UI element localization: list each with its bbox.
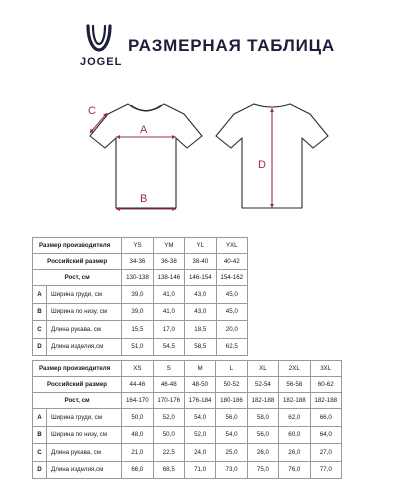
table-row (33, 286, 248, 304)
table-cell: 45,0 (216, 303, 247, 321)
table-row (33, 238, 248, 254)
size-table-adults (32, 360, 342, 479)
table-cell: 43,0 (185, 303, 216, 321)
table-cell: 26,0 (279, 444, 310, 462)
table-cell: 54,0 (184, 409, 215, 427)
table-cell: 75,0 (247, 461, 278, 479)
table-cell: 22,5 (153, 444, 184, 462)
table-cell: 182-188 (279, 393, 310, 409)
table-cell: 48,0 (122, 426, 153, 444)
ru-size-label: Российский размер (33, 377, 122, 393)
jogel-logo-icon (84, 24, 114, 52)
table-cell: 51,0 (122, 338, 153, 356)
size-cell: L (216, 361, 247, 377)
table-cell: 52,0 (184, 426, 215, 444)
height-label: Рост, см (33, 270, 122, 286)
table-cell: 154-162 (216, 270, 247, 286)
table-row (33, 377, 342, 393)
size-cell: XL (247, 361, 278, 377)
table-cell: 39,0 (122, 286, 153, 304)
size-cell: YS (122, 238, 153, 254)
table-cell: 52,0 (153, 409, 184, 427)
table-cell: 56,0 (247, 426, 278, 444)
row-letter: A (33, 286, 47, 304)
height-label: Рост, см (33, 393, 122, 409)
table-cell: 56-58 (279, 377, 310, 393)
header-cell: Размер производителя (33, 361, 122, 377)
row-letter: D (33, 461, 47, 479)
table-cell: 66,0 (310, 409, 342, 427)
label-c: C (88, 105, 96, 117)
table-row (33, 361, 342, 377)
page-title: РАЗМЕРНАЯ ТАБЛИЦА (128, 36, 335, 55)
table-cell: 58,0 (247, 409, 278, 427)
table-row (33, 461, 342, 479)
row-label: Длина изделия,см (47, 338, 122, 356)
table-cell: 25,0 (216, 444, 247, 462)
table-cell: 62,0 (279, 409, 310, 427)
row-letter: C (33, 321, 47, 339)
table-cell: 20,0 (216, 321, 247, 339)
row-label: Длина рукава, см (47, 444, 122, 462)
table-cell: 43,0 (185, 286, 216, 304)
size-cell: S (153, 361, 184, 377)
table-cell: 60,0 (279, 426, 310, 444)
table-cell: 50-52 (216, 377, 247, 393)
table-cell: 44-46 (122, 377, 153, 393)
table-cell: 39,0 (122, 303, 153, 321)
table-cell: 50,0 (122, 409, 153, 427)
table-cell: 34-36 (122, 254, 153, 270)
row-letter: C (33, 444, 47, 462)
table-cell: 76,0 (279, 461, 310, 479)
table-cell: 71,0 (184, 461, 215, 479)
size-cell: YXL (216, 238, 247, 254)
table-cell: 38-40 (185, 254, 216, 270)
row-letter: A (33, 409, 47, 427)
size-cell: YM (153, 238, 184, 254)
header (0, 0, 416, 90)
row-letter: B (33, 303, 47, 321)
table-cell: 50,0 (153, 426, 184, 444)
table-cell: 138-146 (153, 270, 184, 286)
table-cell: 41,0 (153, 303, 184, 321)
row-letter: B (33, 426, 47, 444)
table-row (33, 444, 342, 462)
table-cell: 60-62 (310, 377, 342, 393)
ru-size-label: Российский размер (33, 254, 122, 270)
label-b: B (140, 193, 148, 205)
table-cell: 56,0 (216, 409, 247, 427)
table-cell: 36-38 (153, 254, 184, 270)
row-label: Ширина по низу, см (47, 426, 122, 444)
table-cell: 27,0 (310, 444, 342, 462)
table-cell: 77,0 (310, 461, 342, 479)
size-cell: 2XL (279, 361, 310, 377)
row-letter: D (33, 338, 47, 356)
table-cell: 15,5 (122, 321, 153, 339)
table-cell: 58,5 (185, 338, 216, 356)
row-label: Ширина груди, см (47, 409, 122, 427)
row-label: Длина рукава, см (47, 321, 122, 339)
table-cell: 182-188 (247, 393, 278, 409)
table-row (33, 426, 342, 444)
label-d: D (258, 159, 266, 171)
table-cell: 170-176 (153, 393, 184, 409)
table-cell: 68,5 (153, 461, 184, 479)
table-cell: 21,0 (122, 444, 153, 462)
header-cell: Размер производителя (33, 238, 122, 254)
table-row (33, 254, 248, 270)
size-table-kids (32, 237, 248, 356)
size-cell: 3XL (310, 361, 342, 377)
table-cell: 41,0 (153, 286, 184, 304)
table-cell: 48-50 (184, 377, 215, 393)
table-cell: 146-154 (185, 270, 216, 286)
label-a: A (140, 124, 148, 136)
table-cell: 164-170 (122, 393, 153, 409)
table-row (33, 409, 342, 427)
table-cell: 18,5 (185, 321, 216, 339)
table-cell: 66,0 (122, 461, 153, 479)
table-row (33, 270, 248, 286)
table-cell: 130-138 (122, 270, 153, 286)
tshirt-diagrams (0, 92, 416, 222)
size-cell: M (184, 361, 215, 377)
table-row (33, 393, 342, 409)
table-cell: 73,0 (216, 461, 247, 479)
size-cell: XS (122, 361, 153, 377)
table-cell: 62,5 (216, 338, 247, 356)
table-row (33, 303, 248, 321)
brand-logo-text: JOGEL (80, 56, 123, 68)
row-label: Длина изделия,см (47, 461, 122, 479)
table-cell: 52-54 (247, 377, 278, 393)
table-cell: 176-184 (184, 393, 215, 409)
table-cell: 54,5 (153, 338, 184, 356)
table-cell: 17,0 (153, 321, 184, 339)
table-cell: 182-188 (310, 393, 342, 409)
table-row (33, 338, 248, 356)
table-cell: 40-42 (216, 254, 247, 270)
table-row (33, 321, 248, 339)
table-cell: 26,0 (247, 444, 278, 462)
table-cell: 64,0 (310, 426, 342, 444)
table-cell: 46-48 (153, 377, 184, 393)
table-cell: 45,0 (216, 286, 247, 304)
row-label: Ширина груди, см (47, 286, 122, 304)
row-label: Ширина по низу, см (47, 303, 122, 321)
table-cell: 24,0 (184, 444, 215, 462)
table-cell: 54,0 (216, 426, 247, 444)
size-cell: YL (185, 238, 216, 254)
table-cell: 180-186 (216, 393, 247, 409)
